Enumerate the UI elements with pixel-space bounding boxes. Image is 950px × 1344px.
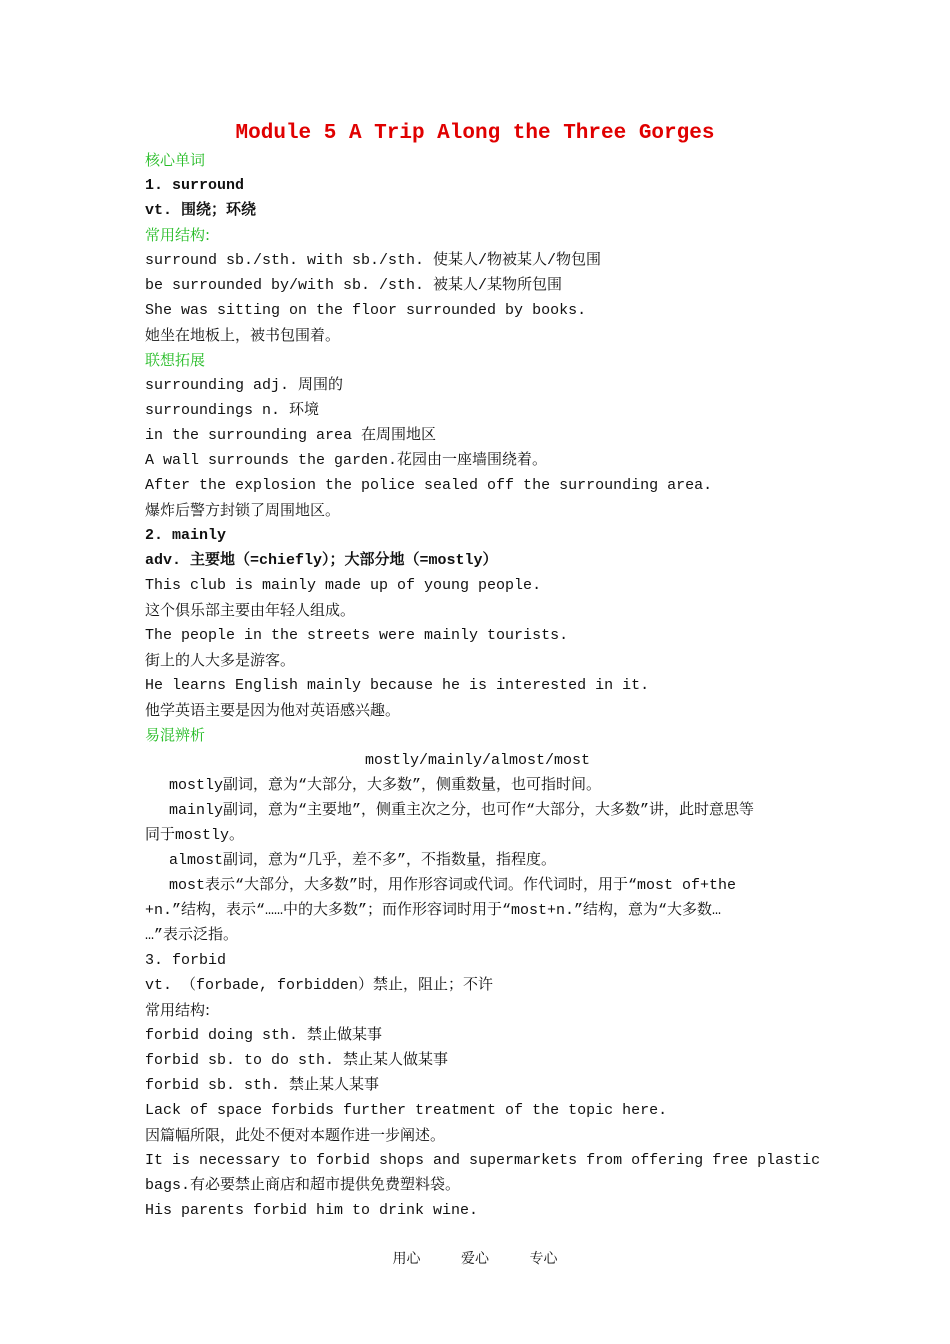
text-line: forbid sb. to do sth. 禁止某人做某事 xyxy=(145,1052,449,1069)
text-line: in the surrounding area 在周围地区 xyxy=(145,427,437,444)
text-line: forbid sb. sth. 禁止某人某事 xyxy=(145,1077,380,1094)
definition-line: vt. （forbade, forbidden）禁止，阻止；不许 xyxy=(145,977,494,994)
page-footer xyxy=(0,1248,950,1268)
text-line: surroundings n. 环境 xyxy=(145,402,320,419)
example-sentence: Lack of space forbids further treatment of the topic here. xyxy=(145,1102,668,1119)
example-sentence: A wall surrounds the garden.花园由一座墙围绕着。 xyxy=(145,452,548,469)
text-line: mainly副词，意为“主要地”，侧重主次之分，也可作“大部分，大多数”讲，此时意思等 xyxy=(169,802,755,819)
example-translation: 她坐在地板上，被书包围着。 xyxy=(145,326,341,344)
example-translation: 爆炸后警方封锁了周围地区。 xyxy=(145,501,341,519)
word-heading-mainly: 2. mainly xyxy=(145,527,227,544)
text-line: surrounding adj. 周围的 xyxy=(145,377,344,394)
example-sentence: It is necessary to forbid shops and supermarkets from offering free plastic xyxy=(145,1152,821,1169)
footer-text: 用心 xyxy=(392,1251,421,1267)
text-line: forbid doing sth. 禁止做某事 xyxy=(145,1027,383,1044)
text-line: most表示“大部分，大多数”时，用作形容词或代词。作代词时，用于“most of+the xyxy=(169,877,737,894)
text-line: almost副词，意为“几乎，差不多”，不指数量，指程度。 xyxy=(169,852,557,869)
example-translation: 街上的人大多是游客。 xyxy=(145,651,296,669)
confusables-heading: mostly/mainly/almost/most xyxy=(364,752,591,769)
example-sentence: bags.有必要禁止商店和超市提供免费塑料袋。 xyxy=(145,1177,461,1194)
example-sentence: His parents forbid him to drink wine. xyxy=(145,1202,479,1219)
text-line: mostly副词，意为“大部分，大多数”，侧重数量，也可指时间。 xyxy=(169,777,602,794)
example-translation: 这个俱乐部主要由年轻人组成。 xyxy=(145,601,356,619)
example-sentence: He learns English mainly because he is interested in it. xyxy=(145,677,650,694)
definition-line: adv. 主要地（=chiefly）；大部分地（=mostly） xyxy=(145,552,498,569)
text-line: be surrounded by/with sb. /sth. 被某人/某物所包围 xyxy=(145,277,563,294)
example-sentence: This club is mainly made up of young people. xyxy=(145,577,542,594)
text-line: +n.”结构，表示“……中的大多数”；而作形容词时用于“most+n.”结构，意为“大多数… xyxy=(145,902,722,919)
section-heading-structures: 常用结构: xyxy=(145,1001,211,1019)
footer-text: 爱心 xyxy=(461,1251,489,1267)
word-heading-forbid: 3. forbid xyxy=(145,952,227,969)
page-title: Module 5 A Trip Along the Three Gorges xyxy=(235,122,715,145)
section-heading-core-words: 核心单词 xyxy=(145,151,206,169)
definition-line: vt. 围绕；环绕 xyxy=(145,202,257,219)
example-sentence: The people in the streets were mainly tourists. xyxy=(145,627,569,644)
example-sentence: She was sitting on the floor surrounded by books. xyxy=(145,302,587,319)
text-line: 同于mostly。 xyxy=(145,827,245,844)
footer-text: 专心 xyxy=(529,1251,558,1267)
text-line: …”表示泛指。 xyxy=(145,927,239,944)
example-translation: 他学英语主要是因为他对英语感兴趣。 xyxy=(145,701,401,719)
text-line: surround sb./sth. with sb./sth. 使某人/物被某人/物包围 xyxy=(145,252,602,269)
example-sentence: After the explosion the police sealed off the surrounding area. xyxy=(145,477,713,494)
word-heading-surround: 1. surround xyxy=(145,177,245,194)
example-translation: 因篇幅所限，此处不便对本题作进一步阐述。 xyxy=(145,1126,446,1144)
section-heading-confusables: 易混辨析 xyxy=(145,726,206,744)
section-heading-structures: 常用结构: xyxy=(145,226,211,244)
section-heading-extension: 联想拓展 xyxy=(145,351,206,369)
